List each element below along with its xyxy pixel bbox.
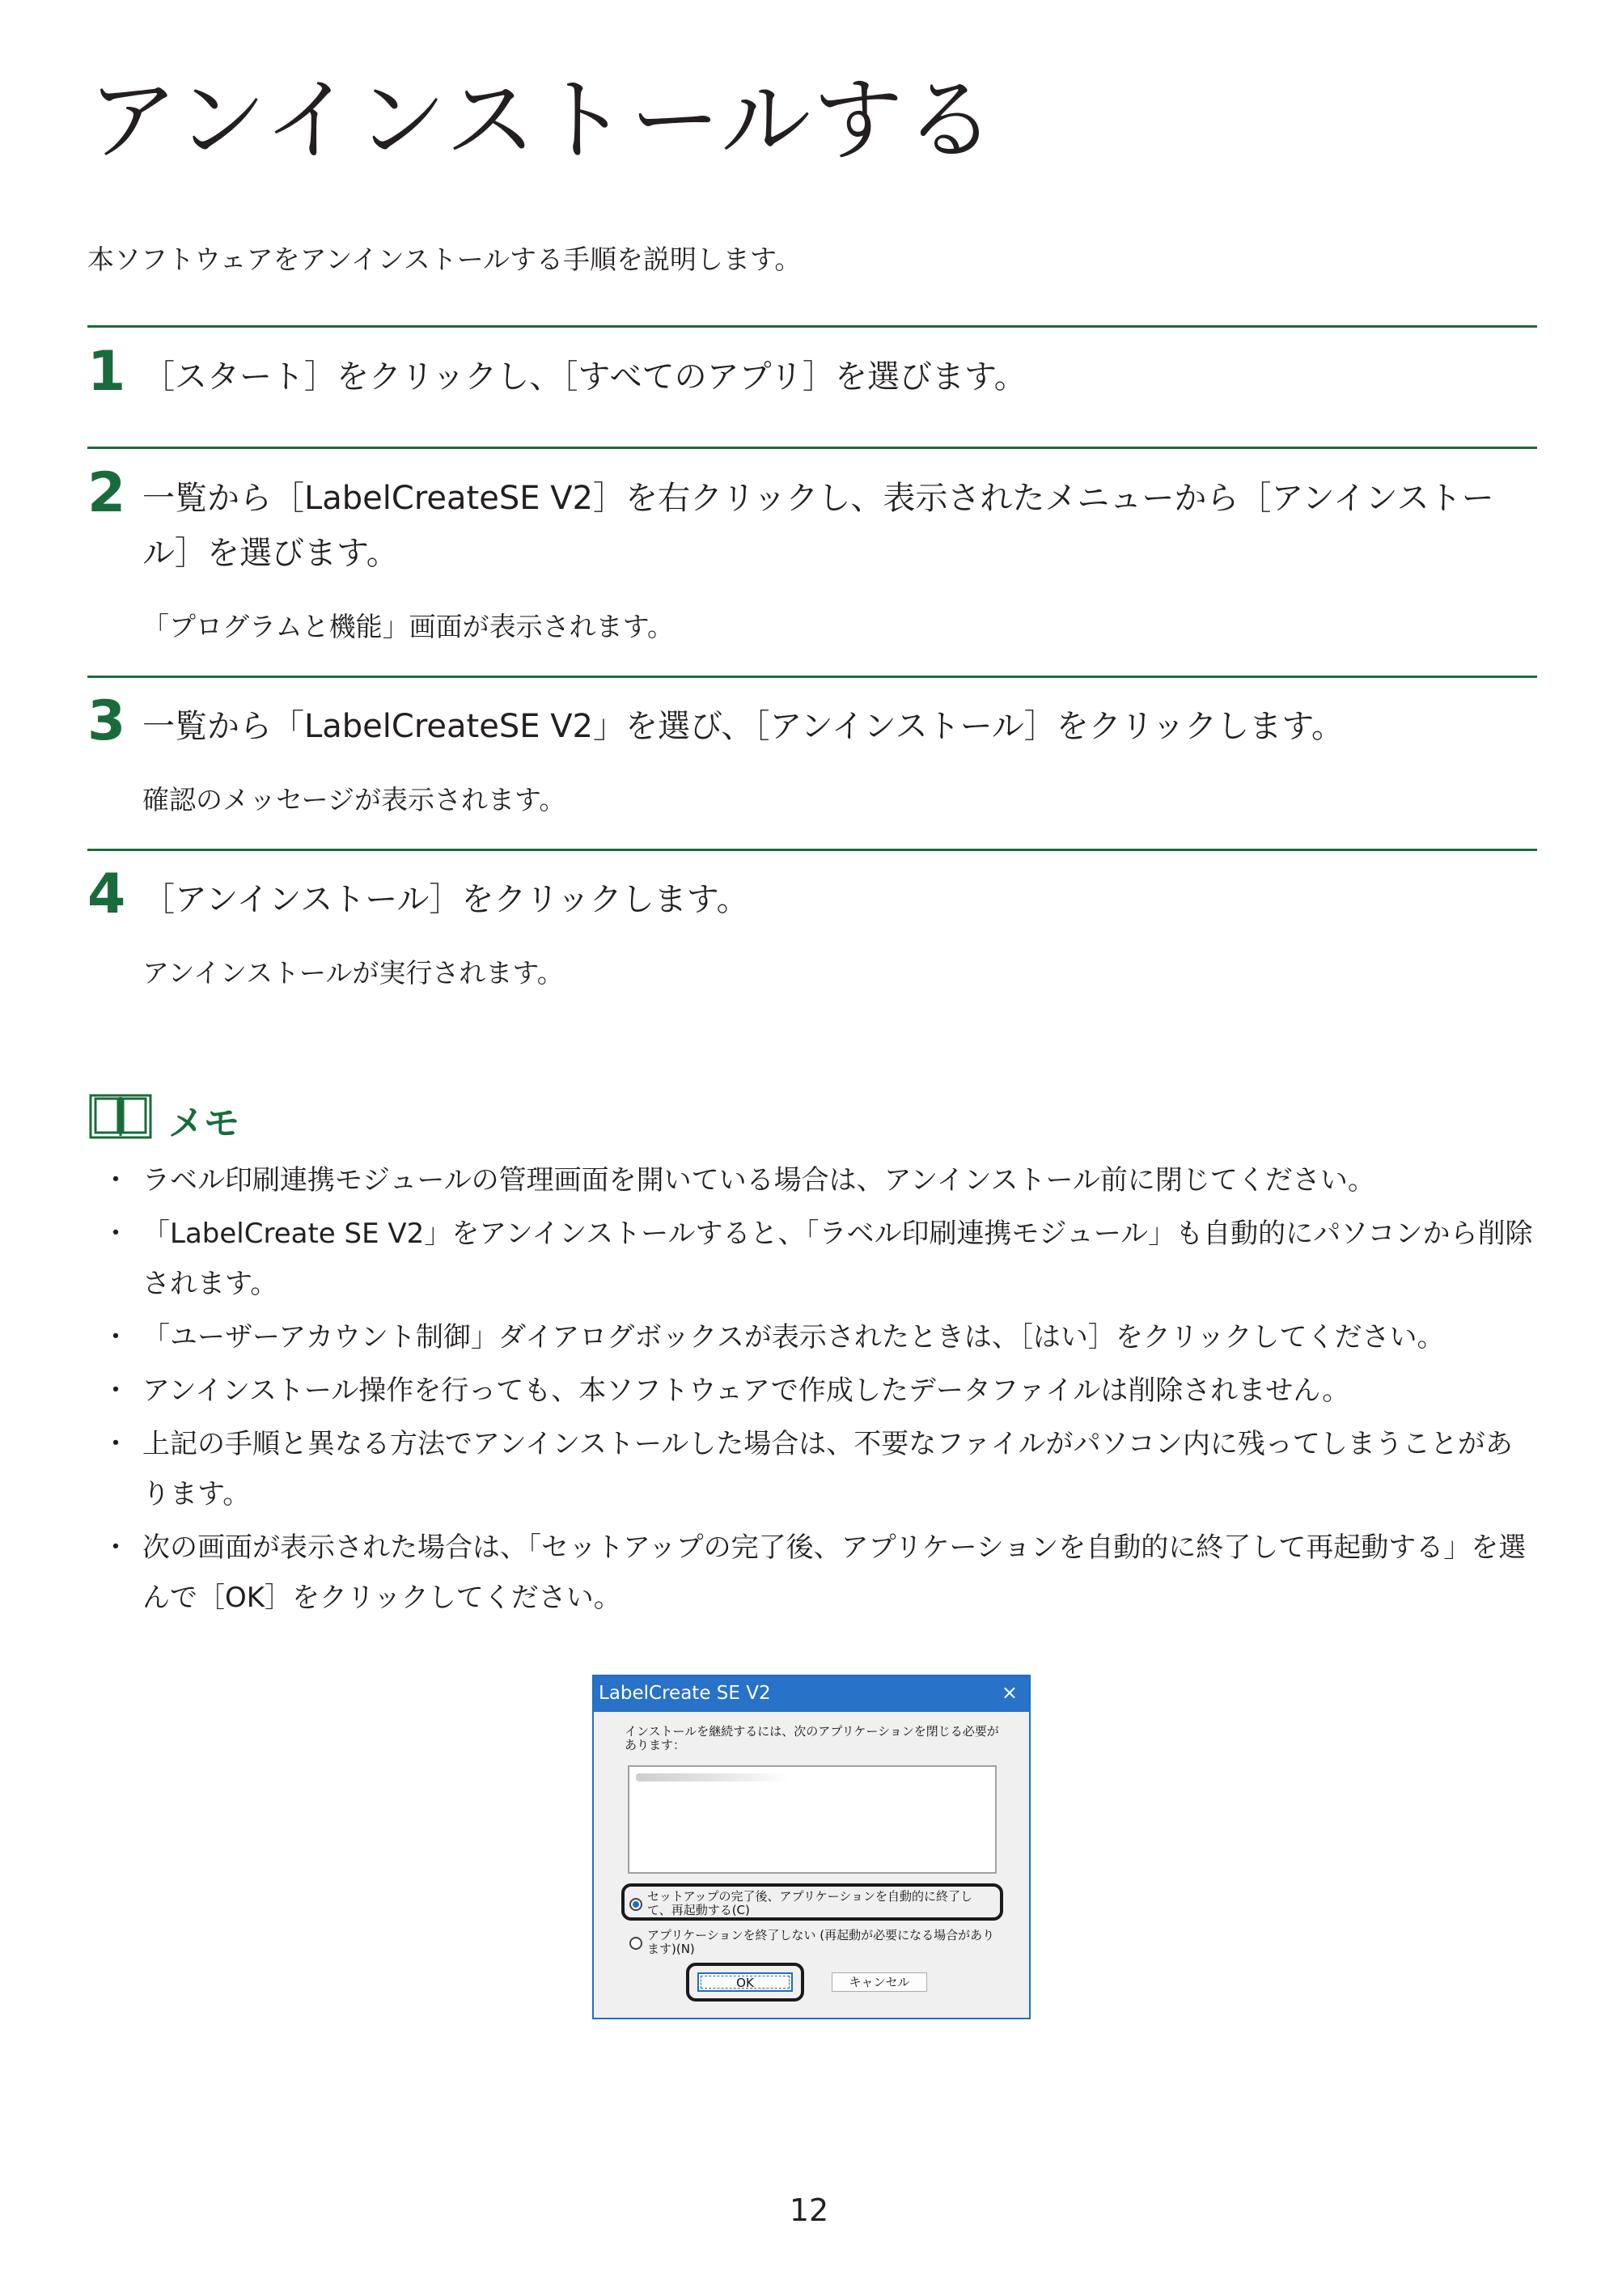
cancel-button[interactable]: キャンセル bbox=[832, 1972, 927, 1992]
step-number: 3 bbox=[87, 689, 126, 753]
highlight-frame bbox=[686, 1963, 804, 2002]
step-note: アンインストールが実行されます。 bbox=[142, 957, 564, 989]
radio-label: セットアップの完了後、アプリケーションを自動的に終了して、再起動する(C) bbox=[647, 1889, 973, 1917]
step-text: 一覧から「LabelCreateSE V2」を選び、［アンインストール］をクリックします。 bbox=[142, 708, 1345, 745]
dialog-message: インストールを継続するには、次のアプリケーションを閉じる必要があります： bbox=[625, 1724, 999, 1752]
radio-unselected-icon[interactable] bbox=[629, 1937, 642, 1950]
blurred-app-entry bbox=[636, 1773, 790, 1781]
radio-no-restart[interactable] bbox=[626, 1927, 998, 1961]
memo-item: ・ アンインストール操作を行っても、本ソフトウェアで作成したデータファイルは削除されません。 bbox=[87, 1366, 1537, 1416]
memo-item: ・ 「LabelCreate SE V2」をアンインストールすると、「ラベル印刷連携モジュール」も自動的にパソコンから削除されます。 bbox=[87, 1209, 1537, 1309]
radio-label: アプリケーションを終了しない (再起動が必要になる場合があります)(N) bbox=[647, 1928, 995, 1956]
step-note: 確認のメッセージが表示されます。 bbox=[142, 784, 566, 815]
book-icon bbox=[87, 1092, 154, 1141]
step-text: 一覧から［LabelCreateSE V2］を右クリックし、表示されたメニューから［アンインストール］を選びます。 bbox=[142, 480, 1494, 572]
bullet: ・ bbox=[102, 1428, 129, 1460]
memo-item: ・ ラベル印刷連携モジュールの管理画面を開いている場合は、アンインストール前に閉じてください。 bbox=[87, 1155, 1537, 1205]
step-number: 2 bbox=[87, 461, 126, 525]
step-number: 4 bbox=[87, 862, 126, 926]
divider bbox=[87, 676, 1537, 678]
dialog-title: LabelCreate SE V2 bbox=[599, 1683, 771, 1704]
step-number: 1 bbox=[87, 340, 126, 404]
divider bbox=[87, 447, 1537, 449]
memo-item: ・ 「ユーザーアカウント制御」ダイアログボックスが表示されたときは、［はい］をクリックしてください。 bbox=[87, 1312, 1537, 1362]
memo-item: ・ 上記の手順と異なる方法でアンインストールした場合は、不要なファイルがパソコン内に残ってしまうことがあります。 bbox=[87, 1419, 1537, 1519]
dialog-screenshot bbox=[592, 1675, 1031, 2019]
step-text: ［スタート］をクリックし、［すべてのアプリ］を選びます。 bbox=[142, 358, 1027, 396]
memo-label: メモ bbox=[168, 1103, 239, 1144]
dialog-titlebar bbox=[594, 1676, 1029, 1712]
close-icon[interactable]: × bbox=[1001, 1681, 1018, 1704]
app-listbox[interactable] bbox=[628, 1765, 997, 1874]
intro-text: 本ソフトウェアをアンインストールする手順を説明します。 bbox=[87, 244, 802, 275]
memo-item: ・ 次の画面が表示された場合は、「セットアップの完了後、アプリケーションを自動的に終了して再起動する」を選んで［OK］をクリックしてください。 bbox=[87, 1523, 1537, 1623]
bullet: ・ bbox=[102, 1164, 129, 1197]
ok-button[interactable]: OK bbox=[697, 1972, 793, 1992]
page-title: アンインストールする bbox=[87, 68, 997, 173]
bullet: ・ bbox=[102, 1531, 129, 1564]
bullet: ・ bbox=[102, 1321, 129, 1353]
page-number: 12 bbox=[789, 2192, 829, 2228]
memo-list bbox=[87, 1155, 1537, 1626]
bullet: ・ bbox=[102, 1375, 129, 1407]
bullet: ・ bbox=[102, 1218, 129, 1250]
step-text: ［アンインストール］をクリックします。 bbox=[142, 881, 749, 918]
step-note: 「プログラムと機能」画面が表示されます。 bbox=[142, 611, 675, 642]
divider bbox=[87, 325, 1537, 328]
highlight-frame bbox=[621, 1883, 1003, 1921]
divider bbox=[87, 849, 1537, 851]
